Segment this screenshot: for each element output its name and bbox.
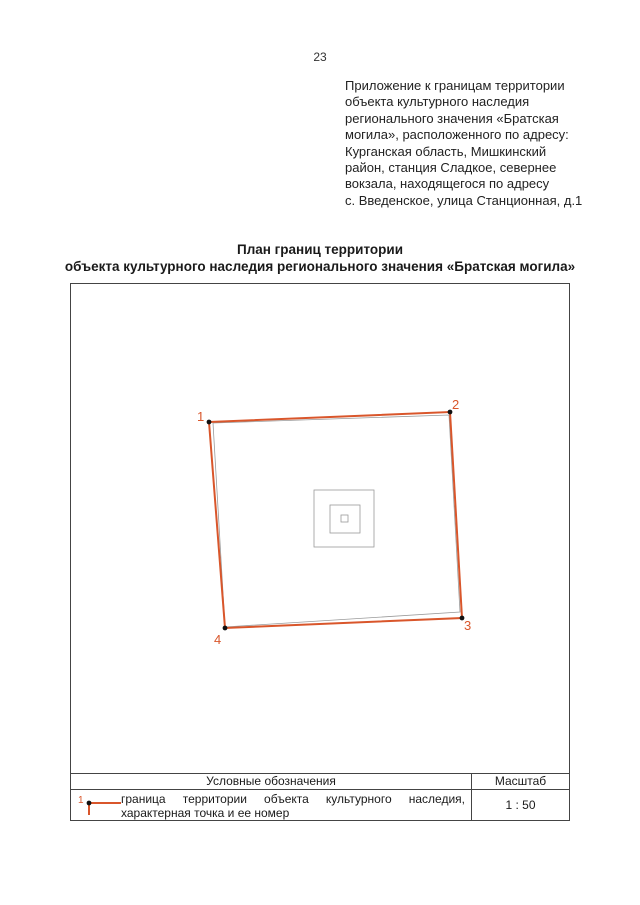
- legend-table: [71, 773, 569, 821]
- legend-description: граница территории объекта культурного наследия, характерная точка и ее номер: [121, 792, 465, 820]
- plan-title-line1: План границ территории: [236, 242, 403, 257]
- boundary-point-label-2: 2: [452, 397, 460, 412]
- plan-drawing: [71, 284, 569, 773]
- boundary-point-4: [223, 626, 228, 631]
- inner-contour: [213, 415, 460, 627]
- plan-title-line2: объекта культурного наследия регионального значения «Братская могила»: [64, 259, 576, 274]
- boundary-symbol-icon: [77, 793, 121, 817]
- scale-header: Масштаб: [472, 774, 569, 790]
- plan-frame: [70, 283, 570, 821]
- page-number: 23: [313, 50, 327, 64]
- legend-point: [87, 801, 92, 806]
- legend-symbol-number: 1: [78, 795, 84, 806]
- annex-line: Приложение к границам территории: [345, 78, 565, 93]
- annex-line: объекта культурного наследия: [345, 94, 530, 110]
- boundary-point-1: [207, 420, 212, 425]
- legend-row: [71, 790, 472, 821]
- scale-value: 1 : 50: [505, 798, 536, 812]
- annex-line: могила», расположенного по адресу:: [345, 127, 569, 143]
- annex-line: вокзала, находящегося по адресу: [345, 176, 550, 192]
- annex-line: с. Введенское, улица Станционная, д.1: [345, 192, 583, 208]
- boundary-point-label-1: 1: [197, 409, 205, 424]
- legend-header: Условные обозначения: [71, 774, 472, 790]
- annex-note: [345, 78, 630, 209]
- annex-line: регионального значения «Братская: [345, 110, 559, 126]
- monument-inner-outline: [330, 505, 360, 533]
- annex-line: Курганская область, Мишкинский: [345, 143, 547, 159]
- monument-outer-outline: [314, 490, 374, 547]
- boundary-point-label-3: 3: [464, 618, 472, 633]
- territory-boundary: [209, 412, 462, 628]
- annex-line: район, станция Сладкое, севернее: [345, 160, 557, 176]
- plan-title: [0, 241, 640, 275]
- monument-center-mark: [341, 515, 348, 522]
- boundary-point-label-4: 4: [214, 632, 222, 647]
